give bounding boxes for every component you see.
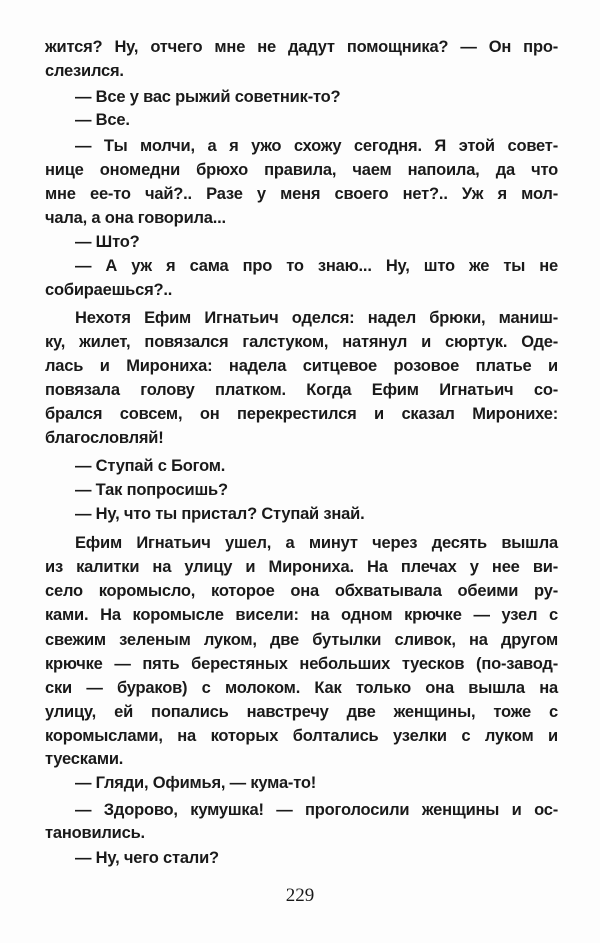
text-line: собираешься?..	[45, 281, 173, 299]
text-line: ками. На коромысле висели: на одном крючке — узел с	[45, 606, 558, 624]
text-line: Ефим Игнатьич ушел, а минут через десять вышла	[75, 534, 558, 552]
text-line: — Што?	[75, 233, 140, 251]
text-line: — А уж я сама про то знаю... Ну, што же ты не	[75, 257, 558, 275]
text-line: нице ономедни брюхо правила, чаем напоила, да что	[45, 161, 558, 179]
text-line: свежим зеленым луком, две бутылки сливок, на другом	[45, 631, 558, 649]
text-line: тановились.	[45, 824, 145, 842]
text-line: — Гляди, Офимья, — кума-то!	[75, 774, 317, 792]
text-line: чала, а она говорила...	[45, 209, 226, 227]
text-line: мне ее-то чай?.. Разе у меня своего нет?.. Уж я мол-	[45, 185, 558, 203]
text-line: повязала голову платком. Когда Ефим Игнатьич со-	[45, 381, 558, 399]
text-line: лась и Мирониха: надела ситцевое розовое платье и	[45, 357, 558, 375]
text-line: село коромысло, которое она обхватывала обеими ру-	[45, 582, 558, 600]
text-line: Нехотя Ефим Игнатьич оделся: надел брюки, маниш-	[75, 309, 558, 327]
text-line: благословляй!	[45, 429, 164, 447]
text-line: слезился.	[45, 62, 124, 80]
text-line: — Ну, что ты пристал? Ступай знай.	[75, 505, 365, 523]
text-line: ски — бураков) с молоком. Как только она вышла на	[45, 679, 558, 697]
text-line: жится? Ну, отчего мне не дадут помощника? — Он про-	[45, 38, 558, 56]
text-line: улицу, ей попались навстречу две женщины, тоже с	[45, 703, 558, 721]
text-line: — Ступай с Богом.	[75, 457, 226, 475]
page-number: 229	[285, 885, 315, 906]
text-line: — Здорово, кумушка! — проголосили женщины и ос-	[75, 801, 558, 819]
text-line: коромыслами, на которых болтались узелки с луком и	[45, 727, 558, 745]
text-line: — Все.	[75, 111, 130, 129]
text-line: — Ну, чего стали?	[75, 849, 219, 867]
text-line: — Все у вас рыжий советник-то?	[75, 88, 341, 106]
text-line: из калитки на улицу и Мирониха. На плечах у нее ви-	[45, 558, 558, 576]
text-line: туесками.	[45, 750, 124, 768]
text-line: — Ты молчи, а я ужо схожу сегодня. Я этой совет-	[75, 137, 558, 155]
text-line: брался совсем, он перекрестился и сказал Миронихе:	[45, 405, 558, 423]
text-line: — Так попросишь?	[75, 481, 228, 499]
text-line: ку, жилет, повязался галстуком, натянул и сюртук. Оде-	[45, 333, 558, 351]
text-line: крючке — пять берестяных небольших туесков (по-завод-	[45, 655, 558, 673]
